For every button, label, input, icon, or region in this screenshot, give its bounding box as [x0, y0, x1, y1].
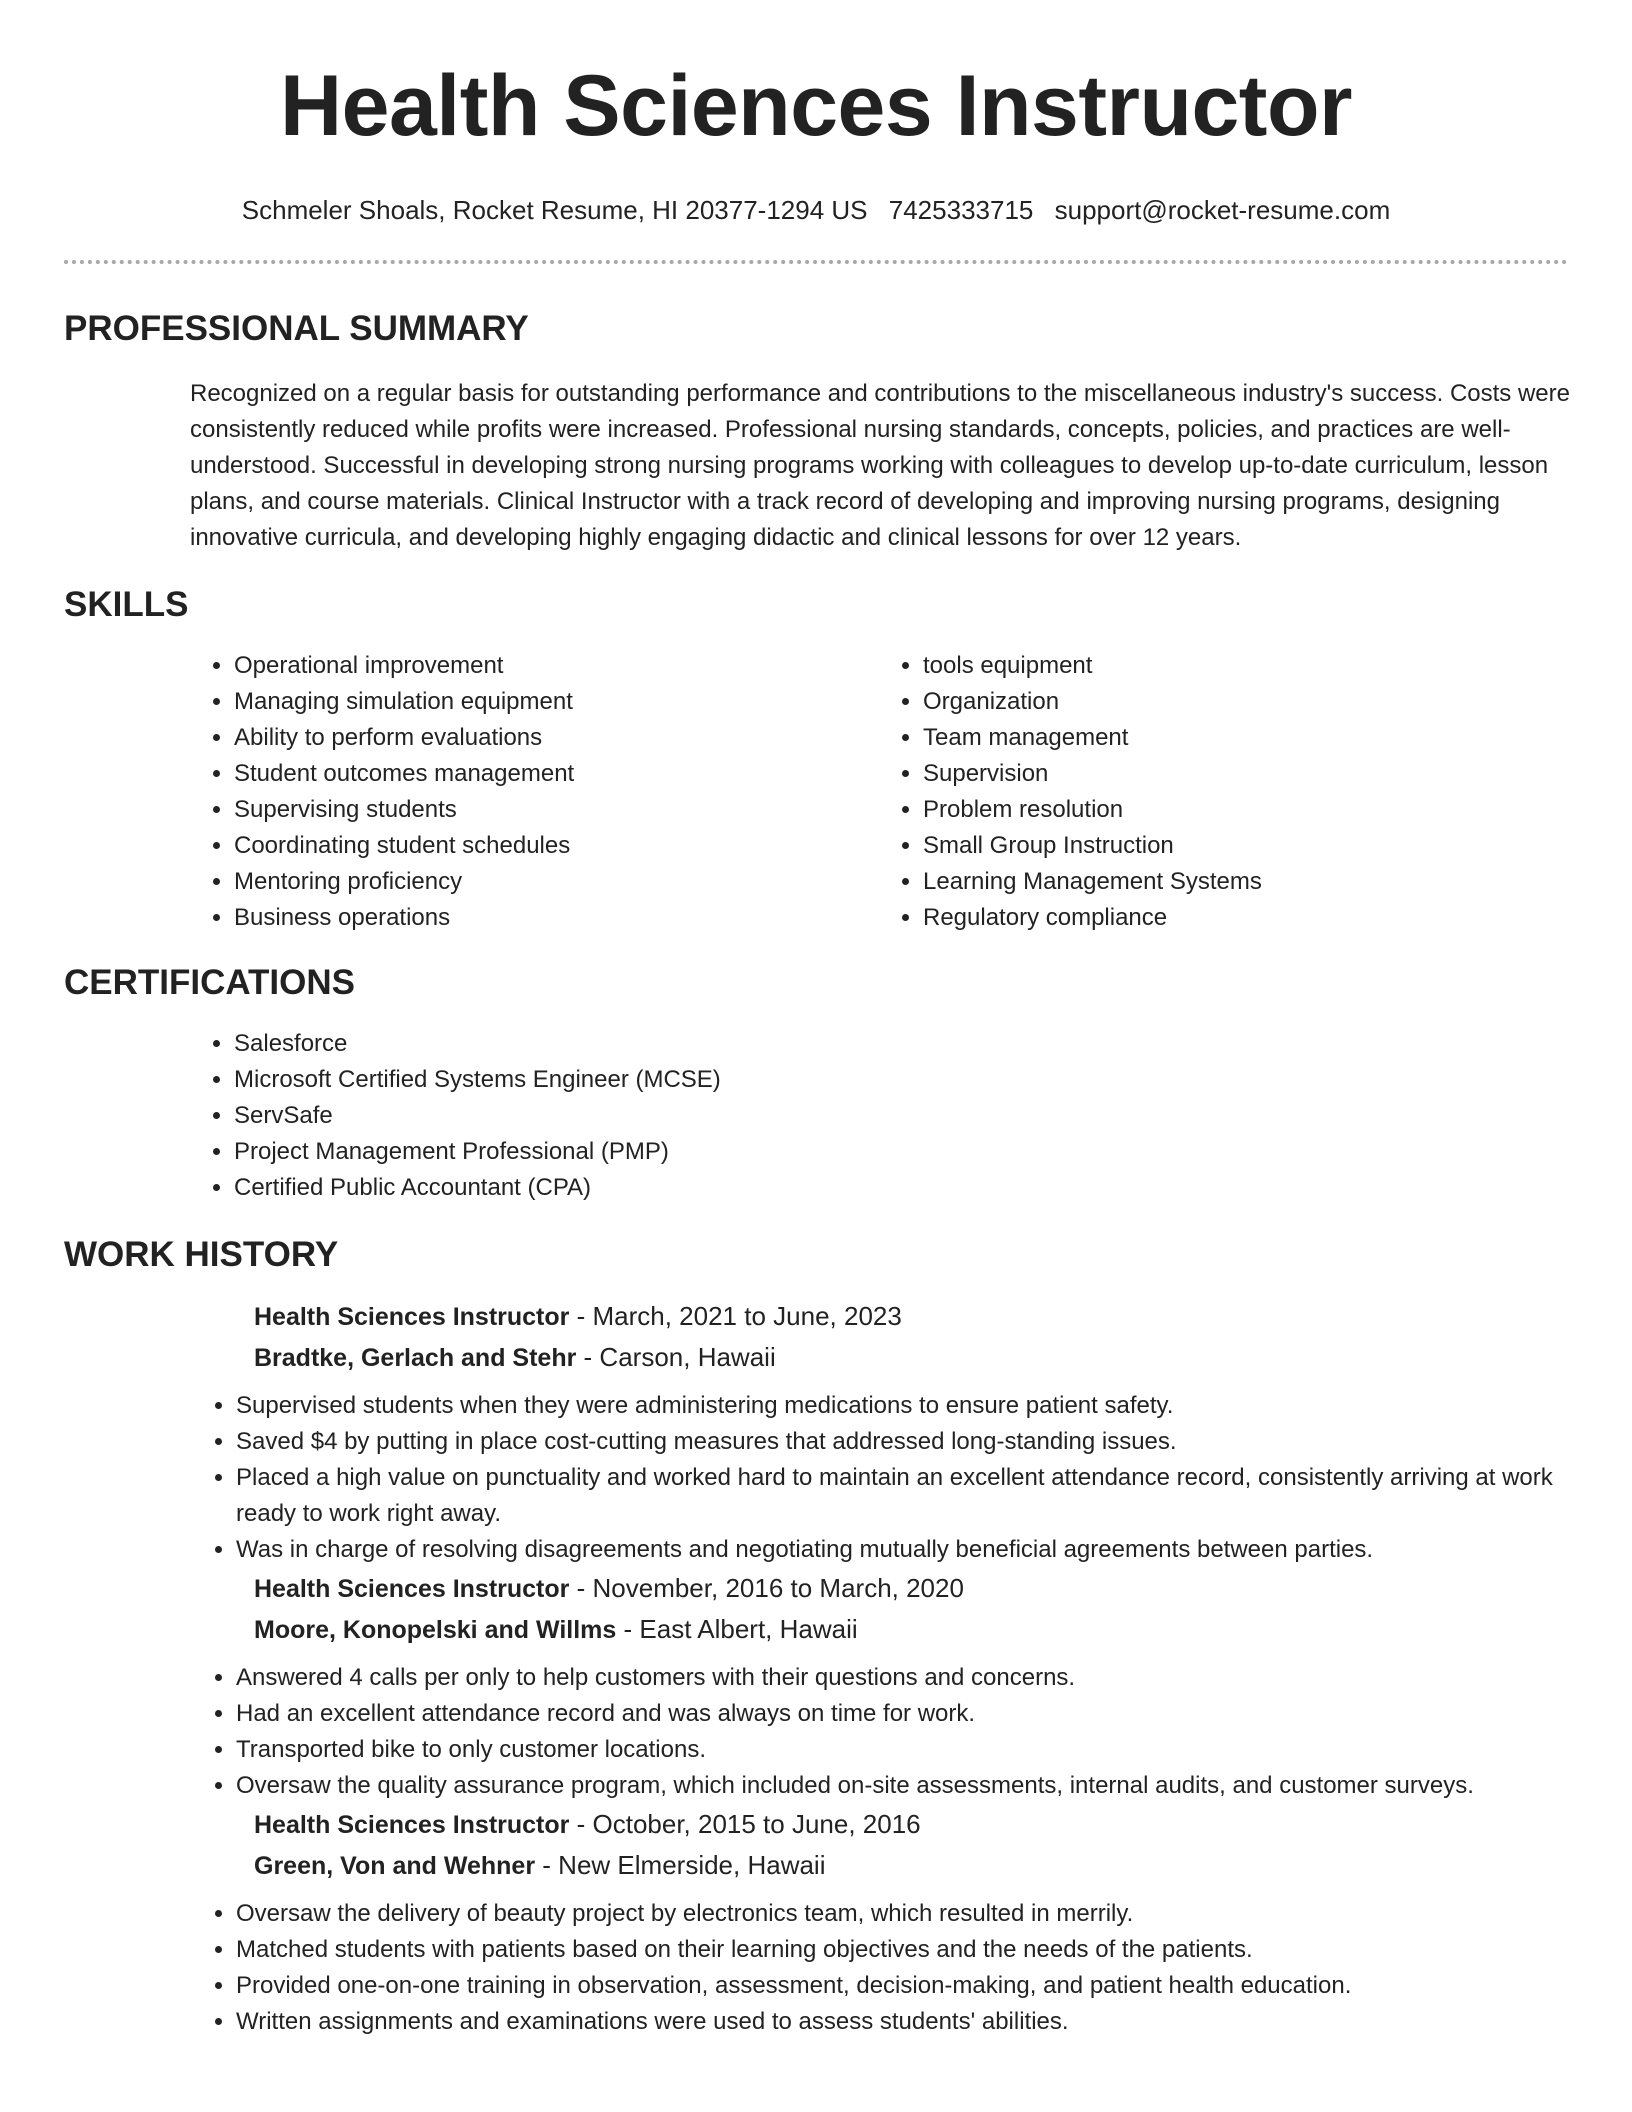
skill-item: • Team management — [923, 720, 1568, 756]
certifications-heading: CERTIFICATIONS — [64, 963, 356, 1002]
skill-item: • Mentoring proficiency — [234, 864, 879, 900]
job-title-line — [254, 1296, 1568, 1337]
certification-item: • Certified Public Accountant (CPA) — [234, 1170, 1568, 1206]
job-title-line — [254, 1568, 1568, 1609]
job-bullet: • Had an excellent attendance record and was always on time for work. — [236, 1696, 1568, 1732]
skill-item: • Supervision — [923, 756, 1568, 792]
job-location: - New Elmerside, Hawaii — [535, 1850, 826, 1880]
job-bullets — [192, 1388, 1568, 1568]
job-entry — [236, 1804, 1568, 2040]
skills-list-right — [879, 648, 1568, 936]
skill-item: • Organization — [923, 684, 1568, 720]
job-dates: - November, 2016 to March, 2020 — [569, 1573, 964, 1603]
job-bullet: • Provided one-on-one training in observation, assessment, decision-making, and patient health education. — [236, 1968, 1568, 2004]
job-role: Health Sciences Instructor — [254, 1575, 570, 1603]
job-bullet: • Transported bike to only customer locations. — [236, 1732, 1568, 1768]
certification-item: • Salesforce — [234, 1026, 1568, 1062]
skills-list-left — [190, 648, 879, 936]
job-bullet: • Written assignments and examinations were used to assess students' abilities. — [236, 2004, 1568, 2040]
job-role: Health Sciences Instructor — [254, 1811, 570, 1839]
job-company-line — [254, 1337, 1568, 1378]
skill-item: • Coordinating student schedules — [234, 828, 879, 864]
skills-columns — [190, 648, 1568, 936]
skill-item: • Managing simulation equipment — [234, 684, 879, 720]
header-divider — [64, 260, 1568, 264]
job-company: Green, Von and Wehner — [254, 1852, 536, 1880]
summary-heading: PROFESSIONAL SUMMARY — [64, 309, 529, 348]
job-bullet: • Oversaw the delivery of beauty project by electronics team, which resulted in merrily. — [236, 1896, 1568, 1932]
skill-item: • Regulatory compliance — [923, 900, 1568, 936]
certification-item: • ServSafe — [234, 1098, 1568, 1134]
job-location: - East Albert, Hawaii — [616, 1614, 858, 1644]
skill-item: • tools equipment — [923, 648, 1568, 684]
skills-heading: SKILLS — [64, 585, 189, 624]
job-company-line — [254, 1609, 1568, 1650]
job-bullet: • Placed a high value on punctuality and worked hard to maintain an excellent attendance record, consistently arriving at work ready to work right away. — [236, 1460, 1568, 1532]
job-entry — [236, 1568, 1568, 1804]
job-bullet: • Oversaw the quality assurance program, which included on-site assessments, internal audits, and customer surveys. — [236, 1768, 1568, 1804]
resume-name: Health Sciences Instructor — [280, 58, 1352, 154]
skill-item: • Small Group Instruction — [923, 828, 1568, 864]
skill-item: • Business operations — [234, 900, 879, 936]
job-role: Health Sciences Instructor — [254, 1303, 570, 1331]
job-bullet: • Saved $4 by putting in place cost-cutting measures that addressed long-standing issues. — [236, 1424, 1568, 1460]
skill-item: • Ability to perform evaluations — [234, 720, 879, 756]
skill-item: • Student outcomes management — [234, 756, 879, 792]
job-title-line — [254, 1804, 1568, 1845]
contact-line — [64, 194, 1568, 226]
summary-text: Recognized on a regular basis for outstanding performance and contributions to the miscellaneous industry's success. Costs were consistently reduced while profits were increased. Professional nursing standards, concepts, policies, and practices are well-understood. Successful in developing strong nursing programs working with colleagues to develop up-to-date curriculum, lesson plans, and course materials. Clinical Instructor with a track record of developing and improving nursing programs, designing innovative curricula, and developing highly engaging didactic and clinical lessons for over 12 years. — [190, 380, 1570, 551]
job-bullet: • Was in charge of resolving disagreements and negotiating mutually beneficial agreements between parties. — [236, 1532, 1568, 1568]
job-company-line — [254, 1845, 1568, 1886]
job-company: Bradtke, Gerlach and Stehr — [254, 1344, 577, 1372]
job-bullets — [192, 1896, 1568, 2040]
job-bullet: • Matched students with patients based on their learning objectives and the needs of the patients. — [236, 1932, 1568, 1968]
job-dates: - March, 2021 to June, 2023 — [569, 1301, 902, 1331]
job-bullet: • Answered 4 calls per only to help customers with their questions and concerns. — [236, 1660, 1568, 1696]
contact-email: support@rocket-resume.com — [1054, 195, 1391, 225]
contact-address: Schmeler Shoals, Rocket Resume, HI 20377-1294 US — [241, 195, 868, 225]
job-bullet: • Supervised students when they were administering medications to ensure patient safety. — [236, 1388, 1568, 1424]
skill-item: • Supervising students — [234, 792, 879, 828]
job-bullets — [192, 1660, 1568, 1804]
job-location: - Carson, Hawaii — [576, 1342, 776, 1372]
certifications-list — [190, 1026, 1568, 1206]
certification-item: • Project Management Professional (PMP) — [234, 1134, 1568, 1170]
job-entry — [236, 1296, 1568, 1568]
skill-item: • Learning Management Systems — [923, 864, 1568, 900]
job-dates: - October, 2015 to June, 2016 — [569, 1809, 921, 1839]
skill-item: • Problem resolution — [923, 792, 1568, 828]
certification-item: • Microsoft Certified Systems Engineer (MCSE) — [234, 1062, 1568, 1098]
skill-item: • Operational improvement — [234, 648, 879, 684]
certifications-block — [190, 1026, 1568, 1206]
work-history-heading: WORK HISTORY — [64, 1235, 339, 1274]
contact-phone: 7425333715 — [888, 195, 1034, 225]
job-company: Moore, Konopelski and Willms — [254, 1616, 617, 1644]
